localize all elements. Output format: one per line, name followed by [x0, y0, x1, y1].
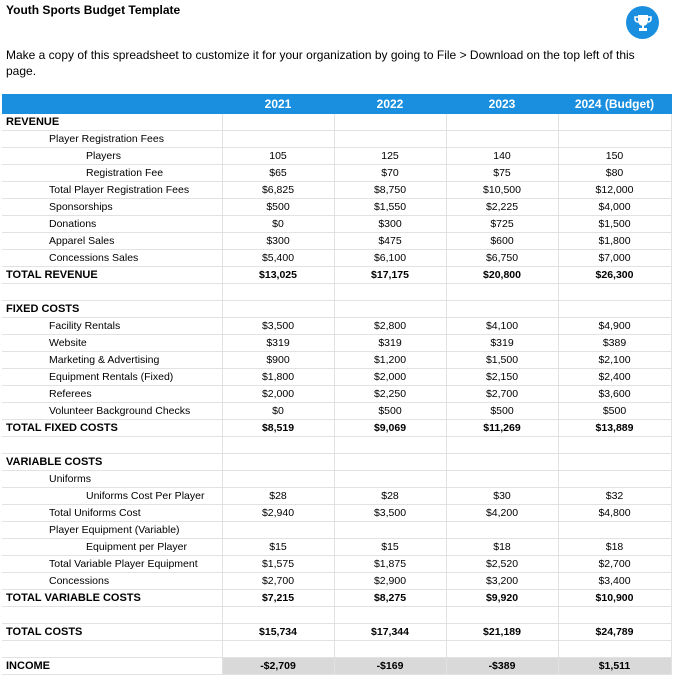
table-row: [2, 658, 671, 675]
value-cell[interactable]: $4,800: [558, 505, 671, 522]
row-label-cell[interactable]: Player Registration Fees: [2, 131, 222, 148]
value-cell[interactable]: $15: [334, 539, 446, 556]
value-cell[interactable]: $1,800: [222, 369, 334, 386]
value-cell[interactable]: $0: [222, 403, 334, 420]
header-cell[interactable]: 2023: [446, 94, 558, 114]
value-cell[interactable]: [334, 301, 446, 318]
row-label-cell[interactable]: Total Uniforms Cost: [2, 505, 222, 522]
value-cell[interactable]: $3,200: [446, 573, 558, 590]
value-cell[interactable]: $0: [222, 216, 334, 233]
table-row: [2, 318, 671, 335]
value-cell[interactable]: [334, 437, 446, 454]
header-cell[interactable]: 2021: [222, 94, 334, 114]
value-cell[interactable]: [222, 641, 334, 658]
value-cell[interactable]: $3,600: [558, 386, 671, 403]
value-cell[interactable]: [222, 471, 334, 488]
value-cell[interactable]: $28: [222, 488, 334, 505]
value-cell[interactable]: [446, 301, 558, 318]
value-cell[interactable]: $18: [558, 539, 671, 556]
row-label-cell[interactable]: [2, 437, 222, 454]
table-row: [2, 301, 671, 318]
value-cell[interactable]: $2,100: [558, 352, 671, 369]
value-cell[interactable]: $1,500: [446, 352, 558, 369]
header-cell[interactable]: 2022: [334, 94, 446, 114]
page-title: Youth Sports Budget Template: [6, 3, 181, 17]
table-row: [2, 131, 671, 148]
value-cell[interactable]: $15,734: [222, 624, 334, 641]
value-cell[interactable]: [222, 114, 334, 131]
value-cell[interactable]: $8,275: [334, 590, 446, 607]
value-cell[interactable]: -$169: [334, 658, 446, 675]
row-label-cell[interactable]: Apparel Sales: [2, 233, 222, 250]
value-cell[interactable]: [334, 522, 446, 539]
table-row: [2, 335, 671, 352]
value-cell[interactable]: $10,500: [446, 182, 558, 199]
trophy-logo: [626, 6, 659, 39]
value-cell[interactable]: $500: [222, 199, 334, 216]
value-cell[interactable]: [558, 607, 671, 624]
row-label-cell[interactable]: Uniforms: [2, 471, 222, 488]
row-label-cell[interactable]: Uniforms Cost Per Player: [2, 488, 222, 505]
row-label-cell[interactable]: Concessions Sales: [2, 250, 222, 267]
table-row: [2, 199, 671, 216]
row-label-cell[interactable]: TOTAL COSTS: [2, 624, 222, 641]
table-row: [2, 454, 671, 471]
value-cell[interactable]: [446, 471, 558, 488]
value-cell[interactable]: $9,069: [334, 420, 446, 437]
row-label-cell[interactable]: VARIABLE COSTS: [2, 454, 222, 471]
value-cell[interactable]: [558, 284, 671, 301]
value-cell[interactable]: $475: [334, 233, 446, 250]
value-cell[interactable]: $6,100: [334, 250, 446, 267]
row-label-cell[interactable]: TOTAL FIXED COSTS: [2, 420, 222, 437]
value-cell[interactable]: $5,400: [222, 250, 334, 267]
value-cell[interactable]: $2,400: [558, 369, 671, 386]
value-cell[interactable]: $1,875: [334, 556, 446, 573]
value-cell[interactable]: [334, 471, 446, 488]
value-cell[interactable]: $10,900: [558, 590, 671, 607]
value-cell[interactable]: $2,700: [446, 386, 558, 403]
value-cell[interactable]: $18: [446, 539, 558, 556]
value-cell[interactable]: [222, 131, 334, 148]
value-cell[interactable]: $8,519: [222, 420, 334, 437]
value-cell[interactable]: [558, 301, 671, 318]
value-cell[interactable]: [446, 607, 558, 624]
value-cell[interactable]: [558, 114, 671, 131]
value-cell[interactable]: $319: [446, 335, 558, 352]
value-cell[interactable]: $4,000: [558, 199, 671, 216]
value-cell[interactable]: $4,100: [446, 318, 558, 335]
value-cell[interactable]: $13,025: [222, 267, 334, 284]
budget-table: [2, 94, 672, 675]
value-cell[interactable]: [334, 131, 446, 148]
value-cell[interactable]: $2,900: [334, 573, 446, 590]
value-cell[interactable]: 140: [446, 148, 558, 165]
table-row: [2, 386, 671, 403]
table-row: [2, 233, 671, 250]
table-row: [2, 216, 671, 233]
value-cell[interactable]: $319: [222, 335, 334, 352]
value-cell[interactable]: $9,920: [446, 590, 558, 607]
value-cell[interactable]: $2,800: [334, 318, 446, 335]
value-cell[interactable]: $3,500: [222, 318, 334, 335]
table-row: [2, 148, 671, 165]
row-label-cell[interactable]: [2, 607, 222, 624]
value-cell[interactable]: $2,700: [222, 573, 334, 590]
header-cell-label[interactable]: [2, 94, 222, 114]
value-cell[interactable]: $1,550: [334, 199, 446, 216]
value-cell[interactable]: $32: [558, 488, 671, 505]
value-cell[interactable]: 125: [334, 148, 446, 165]
value-cell[interactable]: $1,800: [558, 233, 671, 250]
value-cell[interactable]: [222, 522, 334, 539]
value-cell[interactable]: $2,520: [446, 556, 558, 573]
row-label-cell[interactable]: Total Variable Player Equipment: [2, 556, 222, 573]
value-cell[interactable]: [446, 522, 558, 539]
value-cell[interactable]: $15: [222, 539, 334, 556]
table-row: [2, 522, 671, 539]
table-row: [2, 403, 671, 420]
blank-row: [2, 607, 671, 624]
value-cell[interactable]: [222, 607, 334, 624]
value-cell[interactable]: $4,900: [558, 318, 671, 335]
value-cell[interactable]: $21,189: [446, 624, 558, 641]
value-cell[interactable]: $500: [558, 403, 671, 420]
row-label-cell[interactable]: [2, 284, 222, 301]
value-cell[interactable]: $6,750: [446, 250, 558, 267]
value-cell[interactable]: [222, 284, 334, 301]
table-row: [2, 114, 671, 131]
table-row: [2, 182, 671, 199]
row-label-cell[interactable]: Facility Rentals: [2, 318, 222, 335]
value-cell[interactable]: $30: [446, 488, 558, 505]
table-row: [2, 471, 671, 488]
value-cell[interactable]: $17,344: [334, 624, 446, 641]
value-cell[interactable]: [446, 284, 558, 301]
row-label-cell[interactable]: Donations: [2, 216, 222, 233]
value-cell[interactable]: $26,300: [558, 267, 671, 284]
row-label-cell[interactable]: Sponsorships: [2, 199, 222, 216]
value-cell[interactable]: $4,200: [446, 505, 558, 522]
row-label-cell[interactable]: Equipment per Player: [2, 539, 222, 556]
value-cell[interactable]: $8,750: [334, 182, 446, 199]
table-row: [2, 624, 671, 641]
value-cell[interactable]: [558, 437, 671, 454]
value-cell[interactable]: $300: [334, 216, 446, 233]
value-cell[interactable]: [334, 607, 446, 624]
table-row: [2, 556, 671, 573]
value-cell[interactable]: $1,575: [222, 556, 334, 573]
row-label-cell[interactable]: Players: [2, 148, 222, 165]
value-cell[interactable]: $725: [446, 216, 558, 233]
row-label-cell[interactable]: Website: [2, 335, 222, 352]
row-label-cell[interactable]: INCOME: [2, 658, 222, 675]
table-row: [2, 369, 671, 386]
value-cell[interactable]: $11,269: [446, 420, 558, 437]
table-row: [2, 505, 671, 522]
value-cell[interactable]: $2,000: [334, 369, 446, 386]
value-cell[interactable]: $500: [446, 403, 558, 420]
table-row: [2, 590, 671, 607]
value-cell[interactable]: [334, 284, 446, 301]
value-cell[interactable]: $1,200: [334, 352, 446, 369]
row-label-cell[interactable]: FIXED COSTS: [2, 301, 222, 318]
blank-row: [2, 284, 671, 301]
value-cell[interactable]: $24,789: [558, 624, 671, 641]
value-cell[interactable]: $1,511: [558, 658, 671, 675]
value-cell[interactable]: [446, 114, 558, 131]
value-cell[interactable]: $80: [558, 165, 671, 182]
value-cell[interactable]: $389: [558, 335, 671, 352]
row-label-cell[interactable]: Player Equipment (Variable): [2, 522, 222, 539]
value-cell[interactable]: [558, 471, 671, 488]
value-cell[interactable]: $600: [446, 233, 558, 250]
table-row: [2, 539, 671, 556]
value-cell[interactable]: [222, 301, 334, 318]
row-label-cell[interactable]: Volunteer Background Checks: [2, 403, 222, 420]
value-cell[interactable]: $17,175: [334, 267, 446, 284]
value-cell[interactable]: $2,000: [222, 386, 334, 403]
value-cell[interactable]: [446, 641, 558, 658]
value-cell[interactable]: -$2,709: [222, 658, 334, 675]
value-cell[interactable]: [558, 522, 671, 539]
row-label-cell[interactable]: Total Player Registration Fees: [2, 182, 222, 199]
row-label-cell[interactable]: Concessions: [2, 573, 222, 590]
value-cell[interactable]: $70: [334, 165, 446, 182]
header-cell[interactable]: 2024 (Budget): [558, 94, 671, 114]
value-cell[interactable]: $300: [222, 233, 334, 250]
value-cell[interactable]: $500: [334, 403, 446, 420]
value-cell[interactable]: $2,250: [334, 386, 446, 403]
value-cell[interactable]: $900: [222, 352, 334, 369]
trophy-icon: [633, 13, 653, 33]
value-cell[interactable]: $7,215: [222, 590, 334, 607]
row-label-cell[interactable]: Referees: [2, 386, 222, 403]
value-cell[interactable]: $3,500: [334, 505, 446, 522]
value-cell[interactable]: [446, 437, 558, 454]
value-cell[interactable]: $2,940: [222, 505, 334, 522]
table-row: [2, 267, 671, 284]
value-cell[interactable]: $2,150: [446, 369, 558, 386]
value-cell[interactable]: 105: [222, 148, 334, 165]
value-cell[interactable]: $12,000: [558, 182, 671, 199]
header-row: [2, 94, 671, 114]
value-cell[interactable]: $20,800: [446, 267, 558, 284]
value-cell[interactable]: [446, 131, 558, 148]
value-cell[interactable]: [558, 641, 671, 658]
value-cell[interactable]: $2,700: [558, 556, 671, 573]
row-label-cell[interactable]: [2, 641, 222, 658]
row-label-cell[interactable]: Equipment Rentals (Fixed): [2, 369, 222, 386]
value-cell[interactable]: $75: [446, 165, 558, 182]
value-cell[interactable]: $319: [334, 335, 446, 352]
table-row: [2, 352, 671, 369]
value-cell[interactable]: [558, 454, 671, 471]
value-cell[interactable]: $13,889: [558, 420, 671, 437]
value-cell[interactable]: $7,000: [558, 250, 671, 267]
value-cell[interactable]: [222, 437, 334, 454]
value-cell[interactable]: [334, 454, 446, 471]
value-cell[interactable]: $6,825: [222, 182, 334, 199]
table-row: [2, 573, 671, 590]
value-cell[interactable]: [446, 454, 558, 471]
page-description: Make a copy of this spreadsheet to customize it for your organization by going to File > Download on the top left of this page.: [6, 48, 635, 78]
value-cell[interactable]: $3,400: [558, 573, 671, 590]
row-label-cell[interactable]: Registration Fee: [2, 165, 222, 182]
value-cell[interactable]: -$389: [446, 658, 558, 675]
row-label-cell[interactable]: REVENUE: [2, 114, 222, 131]
value-cell[interactable]: $65: [222, 165, 334, 182]
table-row: [2, 420, 671, 437]
value-cell[interactable]: [334, 641, 446, 658]
value-cell[interactable]: 150: [558, 148, 671, 165]
value-cell[interactable]: [334, 114, 446, 131]
row-label-cell[interactable]: Marketing & Advertising: [2, 352, 222, 369]
value-cell[interactable]: [222, 454, 334, 471]
table-row: [2, 250, 671, 267]
row-label-cell[interactable]: TOTAL REVENUE: [2, 267, 222, 284]
blank-row: [2, 641, 671, 658]
value-cell[interactable]: $28: [334, 488, 446, 505]
value-cell[interactable]: $2,225: [446, 199, 558, 216]
value-cell[interactable]: $1,500: [558, 216, 671, 233]
row-label-cell[interactable]: TOTAL VARIABLE COSTS: [2, 590, 222, 607]
blank-row: [2, 437, 671, 454]
table-row: [2, 488, 671, 505]
table-row: [2, 165, 671, 182]
value-cell[interactable]: [558, 131, 671, 148]
